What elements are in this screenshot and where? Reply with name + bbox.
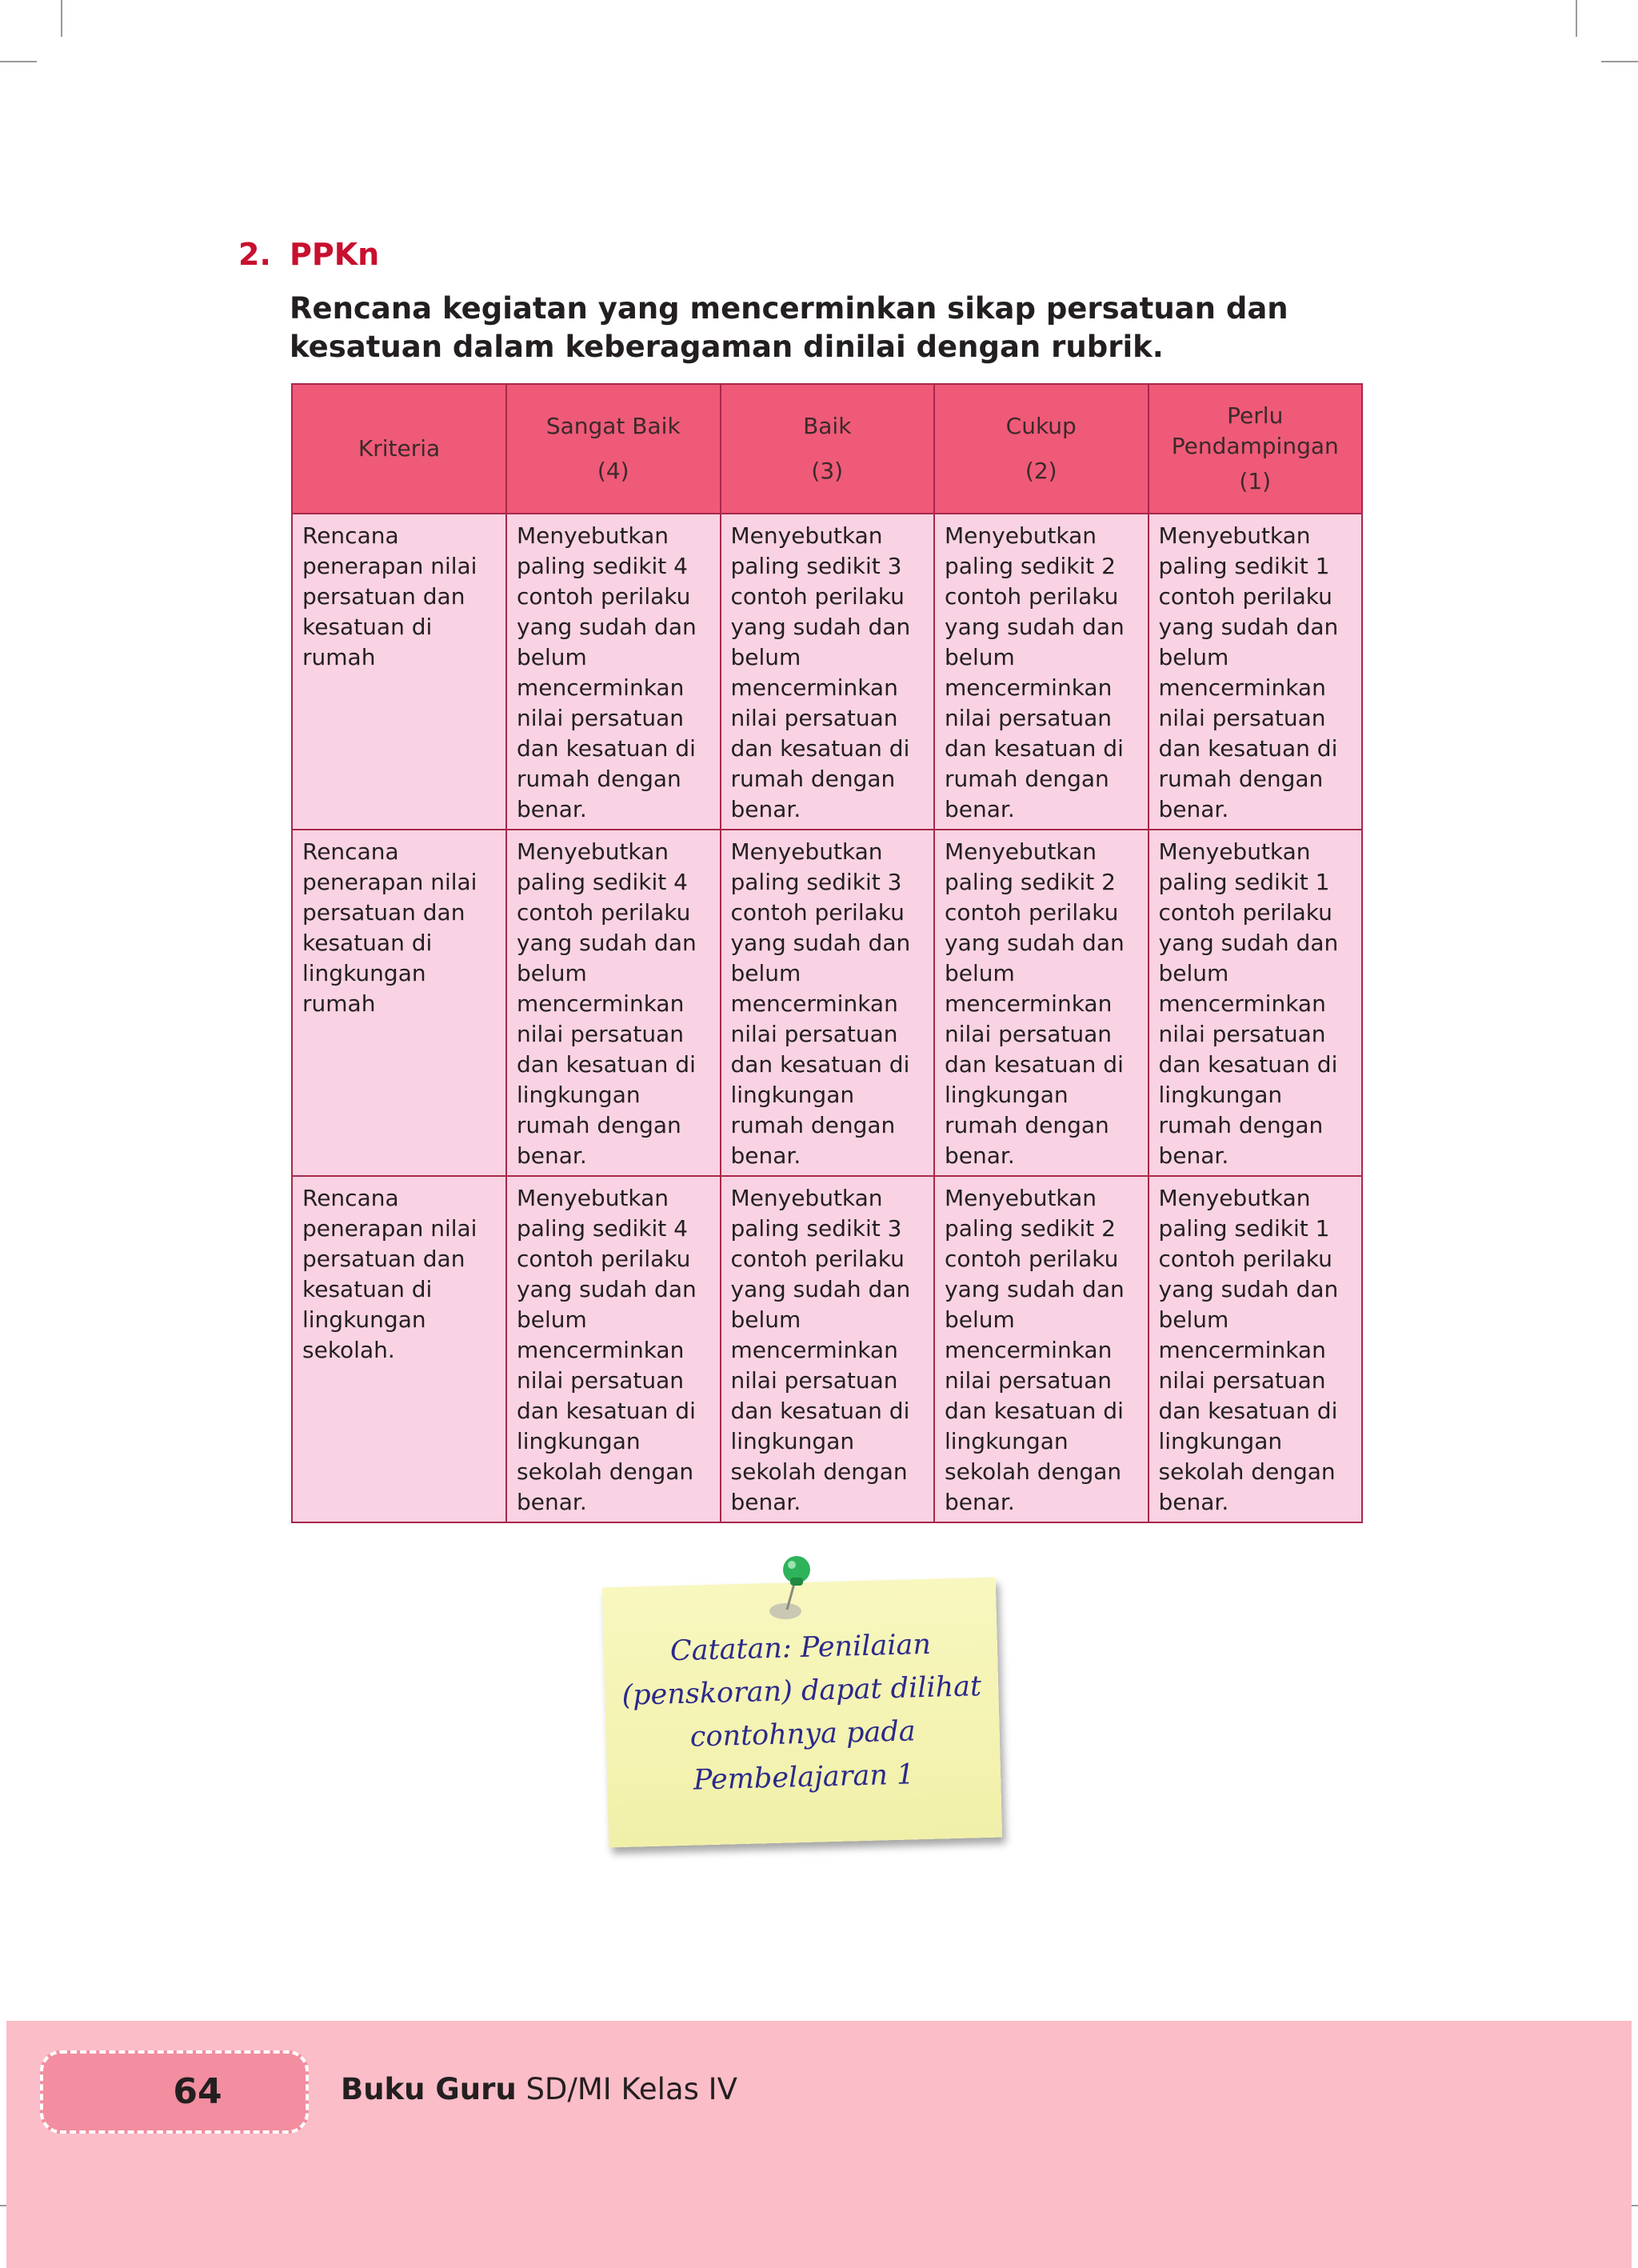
header-label: Sangat Baik bbox=[545, 413, 681, 439]
section-heading bbox=[238, 237, 379, 272]
section-number: 2. bbox=[238, 237, 271, 272]
header-score: (4) bbox=[597, 458, 629, 484]
book-title-bold: Buku Guru bbox=[341, 2072, 517, 2106]
crop-mark bbox=[0, 61, 37, 62]
score-cell: Menyebutkan paling sedikit 1 contoh perilaku yang sudah dan belum mencerminkan nilai persatuan dan kesatuan di lingkungan sekolah dengan benar. bbox=[1149, 1176, 1363, 1522]
score-cell: Menyebutkan paling sedikit 1 contoh perilaku yang sudah dan belum mencerminkan nilai persatuan dan kesatuan di lingkungan rumah dengan benar. bbox=[1149, 830, 1363, 1176]
criteria-cell: Rencana penerapan nilai persatuan dan kesatuan di lingkungan rumah bbox=[292, 830, 506, 1176]
header-score: (1) bbox=[1239, 468, 1272, 494]
table-row bbox=[292, 830, 1362, 1176]
header-score: (2) bbox=[1025, 458, 1057, 484]
crop-mark bbox=[61, 0, 62, 37]
book-title bbox=[341, 2072, 737, 2106]
page-number: 64 bbox=[173, 2071, 222, 2112]
table-header-row bbox=[292, 384, 1362, 514]
note-text: Catatan: Penilaian (penskoran) dapat dilihat contohnya pada Pembelajaran 1 bbox=[621, 1628, 982, 1797]
section-title: PPKn bbox=[290, 237, 380, 272]
header-label: Kriteria bbox=[358, 435, 441, 462]
header-label: Cukup bbox=[1005, 413, 1077, 439]
table-row bbox=[292, 514, 1362, 830]
header-sangat-baik bbox=[506, 384, 721, 514]
header-kriteria bbox=[292, 384, 506, 514]
book-title-rest: SD/MI Kelas IV bbox=[525, 2072, 737, 2106]
criteria-cell: Rencana penerapan nilai persatuan dan kesatuan di lingkungan sekolah. bbox=[292, 1176, 506, 1522]
score-cell: Menyebutkan paling sedikit 4 contoh perilaku yang sudah dan belum mencerminkan nilai persatuan dan kesatuan di rumah dengan benar. bbox=[506, 514, 721, 830]
score-cell: Menyebutkan paling sedikit 2 contoh perilaku yang sudah dan belum mencerminkan nilai persatuan dan kesatuan di lingkungan sekolah dengan benar. bbox=[934, 1176, 1149, 1522]
header-perlu-pendampingan bbox=[1149, 384, 1363, 514]
intro-text: Rencana kegiatan yang mencerminkan sikap persatuan dan kesatuan dalam keberagaman dinilai dengan rubrik. bbox=[290, 291, 1288, 364]
table-row bbox=[292, 1176, 1362, 1522]
score-cell: Menyebutkan paling sedikit 4 contoh perilaku yang sudah dan belum mencerminkan nilai persatuan dan kesatuan di lingkungan rumah dengan benar. bbox=[506, 830, 721, 1176]
crop-mark bbox=[1601, 61, 1638, 62]
page-number-box bbox=[40, 2050, 309, 2134]
score-cell: Menyebutkan paling sedikit 1 contoh perilaku yang sudah dan belum mencerminkan nilai persatuan dan kesatuan di rumah dengan benar. bbox=[1149, 514, 1363, 830]
score-cell: Menyebutkan paling sedikit 2 contoh perilaku yang sudah dan belum mencerminkan nilai persatuan dan kesatuan di lingkungan rumah dengan benar. bbox=[934, 830, 1149, 1176]
header-cukup bbox=[934, 384, 1149, 514]
score-cell: Menyebutkan paling sedikit 3 contoh perilaku yang sudah dan belum mencerminkan nilai persatuan dan kesatuan di rumah dengan benar. bbox=[721, 514, 935, 830]
criteria-cell: Rencana penerapan nilai persatuan dan kesatuan di rumah bbox=[292, 514, 506, 830]
score-cell: Menyebutkan paling sedikit 3 contoh perilaku yang sudah dan belum mencerminkan nilai persatuan dan kesatuan di lingkungan sekolah dengan benar. bbox=[721, 1176, 935, 1522]
pushpin-icon bbox=[768, 1554, 824, 1626]
header-label: Perlu Pendampingan bbox=[1171, 402, 1339, 459]
crop-mark bbox=[1576, 0, 1577, 37]
header-baik bbox=[721, 384, 935, 514]
score-cell: Menyebutkan paling sedikit 2 contoh perilaku yang sudah dan belum mencerminkan nilai persatuan dan kesatuan di rumah dengan benar. bbox=[934, 514, 1149, 830]
score-cell: Menyebutkan paling sedikit 4 contoh perilaku yang sudah dan belum mencerminkan nilai persatuan dan kesatuan di lingkungan sekolah dengan benar. bbox=[506, 1176, 721, 1522]
rubric-table bbox=[291, 383, 1363, 1523]
score-cell: Menyebutkan paling sedikit 3 contoh perilaku yang sudah dan belum mencerminkan nilai persatuan dan kesatuan di lingkungan rumah dengan benar. bbox=[721, 830, 935, 1176]
header-score: (3) bbox=[811, 458, 844, 484]
header-label: Baik bbox=[803, 413, 852, 439]
